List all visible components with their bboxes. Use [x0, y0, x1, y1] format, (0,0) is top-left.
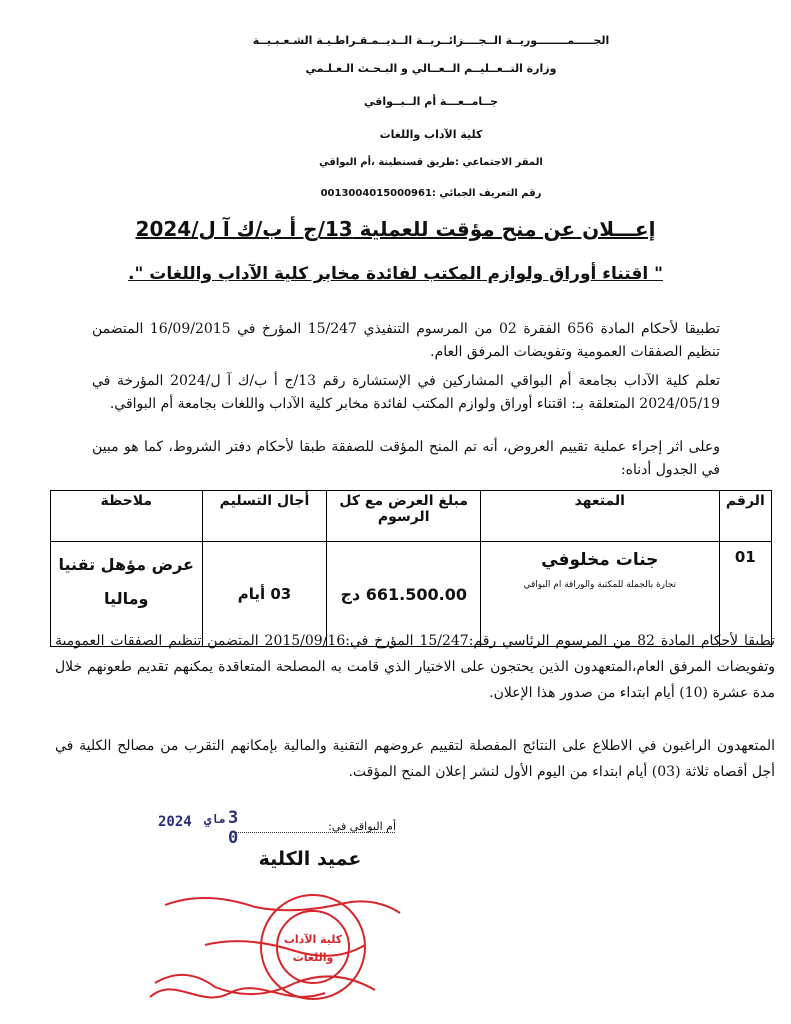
- header-number: الرقم: [719, 491, 771, 542]
- dean-title: عميد الكلية: [258, 848, 362, 870]
- paragraph-evaluation: وعلى اثر إجراء عملية تقييم العروض، أنه تم المنح المؤقت للصفقة طبقا لأحكام دفتر الشروط، كما هو مبين في الجدول أدناه:: [92, 439, 720, 478]
- cell-number: 01: [719, 542, 771, 647]
- tax-id-line: رقم التعريف الجبائي :0013004015000961: [320, 188, 542, 199]
- svg-text:كلية الآداب: كلية الآداب: [283, 933, 343, 946]
- header-note: ملاحظة: [51, 491, 203, 542]
- official-stamp-signature: [145, 885, 405, 1015]
- award-table: [50, 490, 772, 647]
- handwritten-year: 2024: [158, 814, 192, 830]
- paragraph-results-access: المتعهدون الراغبون في الاطلاع على النتائج المفصلة لتقييم عروضهم التقنية والمالية بإمكانهم التقرب من مصالح الكلية في أجل أقصاه ثلاثة (03) أيام ابتداء من اليوم الأول لنشر إعلان المنح المؤقت.: [55, 738, 775, 780]
- announcement-subtitle: " اقتناء أوراق ولوازم المكتب لفائدة مخابر كلية الآداب واللغات ".: [128, 264, 663, 284]
- republic-heading: الجـــــمــــــــوريــة الــجــــزائــريــة الــديــمـقـراطـيـة الشـعـبـيــة: [252, 34, 610, 47]
- header-supplier: المتعهد: [480, 491, 719, 542]
- cell-amount: 661.500.00 دج: [327, 542, 481, 647]
- date-label: أم البواقي في:: [328, 820, 396, 833]
- ministry-heading: وزارة التــعــليــم الــعــالي و البـحـث الـعـلـمي: [305, 62, 557, 75]
- svg-text:واللغات: واللغات: [292, 951, 334, 964]
- paragraph-consultation: تعلم كلية الآداب بجامعة أم البواقي المشاركين في الإستشارة رقم 13/ج أ ب/ك آ ل/2024 المؤرخة في 2024/05/19 المتعلقة بـ: اقتناء أوراق ولوازم المكتب لفائدة مخابر كلية الآداب واللغات بجامعة أم البواقي.: [92, 373, 720, 412]
- table-header-row: [51, 491, 772, 542]
- header-delivery: أجال التسليم: [202, 491, 327, 542]
- cell-note: عرض مؤهل تقنيا وماليا: [51, 542, 203, 647]
- faculty-heading: كلية الآداب واللغات: [379, 128, 483, 141]
- supplier-name: جنات مخلوفي: [541, 550, 659, 570]
- paragraph-appeals: تطبقا لأحكام المادة 82 من المرسوم الرئاسي رقم:15/247 المؤرخ في:2015/09/16 المتضمن تنظيم الصفقات العمومية وتفويضات المرفق العام،المتعهدون الذين يحتجون على الاختيار الذي قامت به المصلحة المتعاقدة يمكنهم تقديم طعونهم خلال مدة عشرة (10) أيام ابتداء من صدور هذا الإعلان.: [55, 633, 775, 701]
- cell-delivery: 03 أيام: [202, 542, 327, 647]
- paragraph-legal-basis: تطبيقا لأحكام المادة 656 الفقرة 02 من المرسوم التنفيذي 15/247 المؤرخ في 16/09/2015 المتضمن تنظيم الصفقات العمومية وتفويضات المرفق العام.: [92, 321, 721, 360]
- round-seal-inner: [277, 911, 349, 983]
- university-heading: جــامــعـــة أم الــبــواقي: [364, 95, 498, 108]
- address-line: المقر الاجتماعي :طريق قسنطينة ،أم البواقي: [319, 157, 543, 168]
- header-amount: مبلغ العرض مع كل الرسوم: [327, 491, 481, 542]
- handwritten-day: 3 0: [228, 808, 239, 848]
- handwritten-month: ماي: [204, 812, 226, 826]
- announcement-title: إعـــلان عن منح مؤقت للعملية 13/ج أ ب/ك آ ل/2024: [135, 217, 656, 241]
- date-dotted-line: [235, 820, 395, 833]
- supplier-description: تجارة بالجملة للمكتبة والوراقة ام البواقي: [523, 580, 677, 590]
